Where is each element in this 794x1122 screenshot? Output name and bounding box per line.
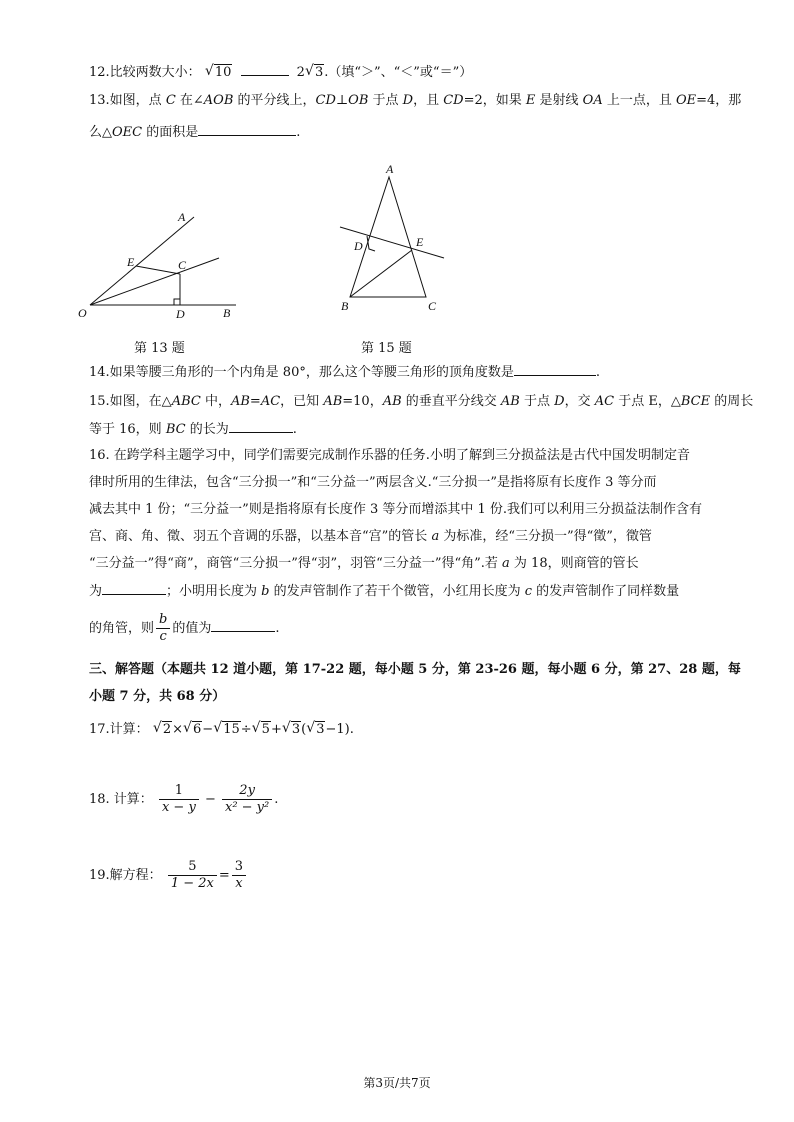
answer-blank-16-2[interactable] xyxy=(211,618,275,632)
figure-13-caption: 第 13 题 xyxy=(134,341,185,356)
triangle-ABC xyxy=(350,177,426,297)
answer-blank-14[interactable] xyxy=(514,362,596,376)
fraction-lhs: $\frac{5}{1 - 2x}$ xyxy=(168,859,217,892)
question-16-line-3: 减去其中 1 份；“三分益一”则是指将原有长度作 3 等分而增添其中 1 份.我们可以利用三分损益法制作含有 xyxy=(89,502,703,517)
ray-OC xyxy=(90,258,219,305)
right-angle-mark xyxy=(367,236,375,251)
question-16-line-6: 为 ；小明用长度为 b 的发声管制作了若干个徵管，小红用长度为 c 的发声管制作了同样数量 xyxy=(89,581,679,602)
answer-blank-16-1[interactable] xyxy=(102,581,166,595)
section-3-heading-line-2: 小题 7 分，共 68 分） xyxy=(89,689,226,704)
label-D: D xyxy=(354,239,363,253)
label-A: A xyxy=(386,162,394,176)
answer-blank-15[interactable] xyxy=(229,419,293,433)
segment-EC xyxy=(136,266,180,274)
page-number: 第3页/共7页 xyxy=(363,1076,431,1090)
fraction-rhs: $\frac{3}{x}$ xyxy=(232,859,246,892)
answer-blank-12[interactable] xyxy=(241,62,289,76)
segment-BE xyxy=(350,250,412,297)
label-E: E xyxy=(127,255,135,269)
label-A: A xyxy=(178,210,186,224)
sqrt-3: √ 3 xyxy=(305,63,324,83)
question-16-line-7: 的角管，则 $\frac{b}{c}$ 的值为 . xyxy=(89,612,280,644)
answer-blank-13[interactable] xyxy=(198,122,296,136)
question-14: 14.如果等腰三角形的一个内角是 80°，那么这个等腰三角形的顶角度数是 . xyxy=(89,362,600,383)
question-17: 17.计算： √ 2×√ 6−√ 15÷√ 5+√ 3(√ 3−1). xyxy=(89,720,354,740)
fraction-2: $\frac{2y}{\text{x² − y²}}$ xyxy=(222,783,272,816)
question-16-line-1: 16. 在跨学科主题学习中，同学们需要完成制作乐器的任务.小明了解到三分损益法是古代中国发明制定音 xyxy=(89,448,690,463)
label-D: D xyxy=(176,307,185,321)
figure-15 xyxy=(330,160,455,320)
question-12: 12.比较两数大小： √ 10 2√ 3.（填“＞”、“＜”或“＝”） xyxy=(89,62,472,83)
label-C: C xyxy=(178,258,187,272)
label-C: C xyxy=(428,299,437,313)
question-13-line-2: 么△OEC 的面积是 . xyxy=(89,122,300,143)
label-B: B xyxy=(223,306,231,320)
figure-13 xyxy=(74,205,249,325)
question-16-line-4: 宫、商、角、徵、羽五个音调的乐器，以基本音“宫”的管长 a 为标准，经“三分损一”得“徵”，徵管 xyxy=(89,529,652,544)
question-16-line-2: 律时所用的生律法，包含“三分损一”和“三分益一”两层含义.“三分损一”是指将原有长度作 3 等分而 xyxy=(89,475,657,490)
question-15-line-2: 等于 16，则 BC 的长为 . xyxy=(89,419,297,440)
label-E: E xyxy=(416,235,424,249)
figure-15-caption: 第 15 题 xyxy=(361,341,412,356)
right-angle-mark xyxy=(174,299,180,305)
section-3-heading-line-1: 三、解答题（本题共 12 道小题，第 17-22 题，每小题 5 分，第 23-26 题，每小题 6 分，第 27、28 题，每 xyxy=(89,662,741,677)
fraction-1: $\frac{1}{x - y}$ xyxy=(159,783,199,816)
question-16-line-5: “三分益一”得“商”，商管“三分损一”得“羽”，羽管“三分益一”得“角”.若 a 为 18，则商管的管长 xyxy=(89,556,639,571)
label-B: B xyxy=(341,299,349,313)
fraction-b-over-c: $\frac{b}{c}$ xyxy=(156,612,170,645)
question-19: 19.解方程： $\frac{5}{1 - 2x}$ = $\frac{3}{x}$ xyxy=(89,856,248,896)
question-18: 18. 计算： $\frac{1}{x - y}$ − $\frac{2y}{\text{x² − y²}}$ . xyxy=(89,783,279,815)
question-15-line-1: 15.如图，在△ABC 中，AB=AC，已知 AB=10，AB 的垂直平分线交 AB 于点 D，交 AC 于点 E，△BCE 的周长 xyxy=(89,394,754,409)
label-O: O xyxy=(78,306,87,320)
question-13-line-1: 13.如图，点 C 在∠AOB 的平分线上，CD⊥OB 于点 D，且 CD=2，如果 E 是射线 OA 上一点，且 OE=4，那 xyxy=(89,93,742,108)
sqrt-10: √ 10 xyxy=(205,63,233,83)
